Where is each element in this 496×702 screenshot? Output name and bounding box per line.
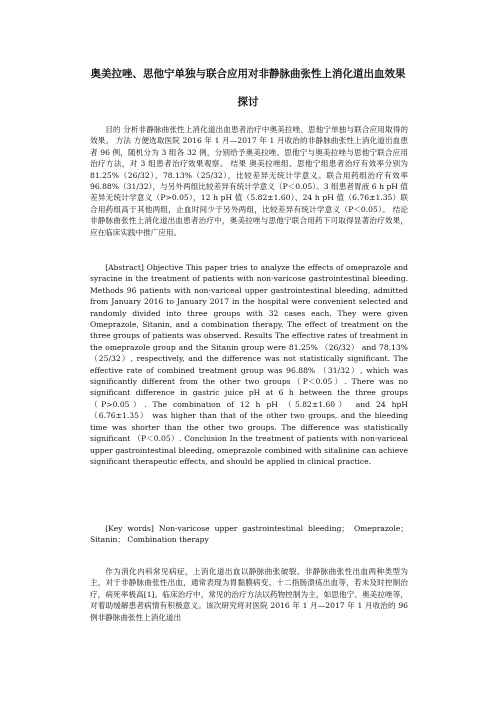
abstract-chinese-text: 目的 分析非静脉曲张性上消化道出血患者治疗中奥美拉唑、思他宁单独与联合应用取得的效果。 方法 方便选取医院 2016 年 1 月—2017 年 1 月收治的非静脉曲张性上消化道出血患者 96 例，随机分为 3 组各 32 例，分别给予奥美拉唑、思他宁与奥美拉唑与思他宁联合应用治疗方法，对 3 组患者治疗效果观察。 结果 奥美拉唑组、思他宁组患者治疗有效率分别为 81.25%（26/32）、78.13%（25/32），比较差异无统计学意义。联合用药组治疗有效率 96.88%（31/32），与另外两组比较差异有统计学意义（P＜0.05）。3 组患者胃液 6 h pH 值差异无统计学意义（P>0.05），12 h pH 值（5.82±1.60）、24 h pH 值（6.76±1.35）联合用药组高于其他两组，止血时间少于另外两组，比较差异有统计学意义（P＜0.05）。 结论 非静脉曲张性上消化道出血患者治疗中，奥美拉唑与思他宁联合用药下可取得显著治疗效果，应在临床实践中推广应用。 <box>90 125 408 236</box>
abstract-english-text: [Abstract] Objective This paper tries to analyze the effects of omeprazole and syracine in the treatment of patients with non-varicose gastrointestinal bleeding. Methods 96 patients with non-variceal upper gastrointestinal bleeding, admitted from January 2016 to January 2017 in the hospital were convenient selected and randomly divided into three groups with 32 cases each. They were given Omeprazole, Sitanin, and a combination therapy. The effect of treatment on the three groups of patients was observed. Results The effective rates of treatment in the omeprazole group and the Sitanin group were 81.25% （26/32） and 78.13% （25/32）, respectively, and the difference was not statistically significant. The effective rate of combined treatment group was 96.88% （31/32）, which was significantly different from the other two groups（P＜0.05）. There was no significant difference in gastric juice pH at 6 h between the three groups （P>0.05）. The combination of 12 h pH （5.82±1.60） and 24 hpH （6.76±1.35） was higher than that of the other two groups, and the bleeding time was shorter than the other two groups. The difference was statistically significant （P＜0.05）. Conclusion In the treatment of patients with non-variceal upper gastrointestinal bleeding, omeprazole combined with sitalinine can achieve significant therapeutic effects, and should be applied in clinical practice. <box>90 263 408 466</box>
introduction <box>90 566 408 686</box>
paper-title-line-1: 奥美拉唑、思他宁单独与联合应用对非静脉曲张性上消化道出血效果 <box>90 68 406 80</box>
keywords <box>90 523 408 553</box>
introduction-text: 作为消化内科常见病症，上消化道出血以静脉曲张破裂、非静脉曲张性出血两种类型为主，对于非静脉曲张性出血，通常表现为胃黏膜病变、十二指肠溃疡出血等，若未及时控制治疗，病死率极高[1]。临床治疗中，常见的治疗方法以药物控制为主，如思他宁、奥美拉唑等，对着助缓解患者病情有积极意义。该次研究将对医院 2016 年 1 月—2017 年 1 月收治的 96 例非静脉曲张性上消化道出 <box>90 567 408 622</box>
keywords-text: [Key words] Non-varicose upper gastrointestinal bleeding； Omeprazole； Sitanin； Combination therapy <box>90 524 408 545</box>
abstract-english <box>90 262 408 512</box>
paper-title-line-2: 探讨 <box>237 96 259 108</box>
abstract-chinese <box>90 124 408 236</box>
